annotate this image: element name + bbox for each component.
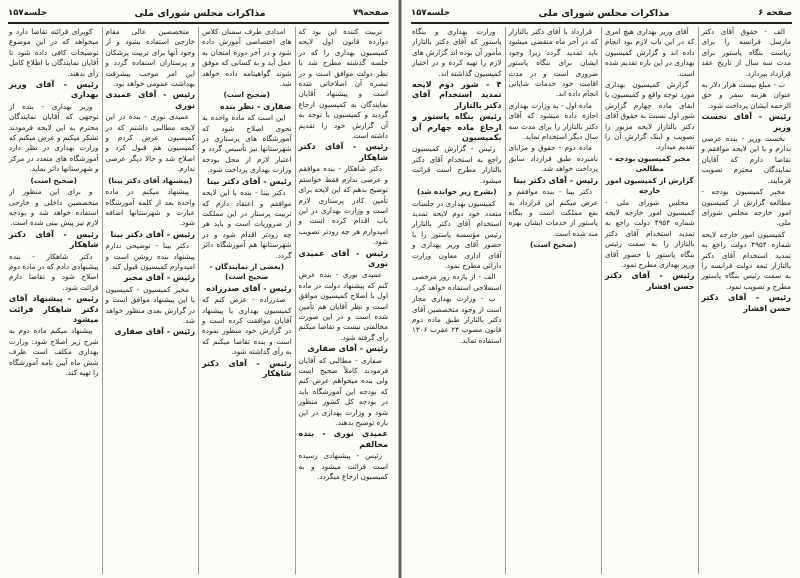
speaker-heading: رئیس - آقای عمیدی نوری [298,248,388,268]
paragraph: وزارت بهداری و بنگاه پاستور که آقای دکتر بالتازار مأمور آن بوده اند گزارش های لازم را تهیه کرده و در اختیار کمیسیون گذاشته اند. [412,27,502,78]
centered-note: (صحیح است) [530,240,577,250]
text-column [295,27,392,574]
paragraph: دکتر بینا - بنده موافقم و عرض میکنم این قرارداد به نفع مملکت است و بنگاه پاستور از خدمات ایشان بهره مند شده است. [508,187,598,238]
speaker-heading: رئیس - پیشنهاد آقای دکتر شاهکار قرائت میشود [9,294,99,324]
page-fold [398,0,402,578]
page-number: صفحه ۶ [758,8,792,18]
paragraph: دکتر بینا - بنده با این لایحه موافقم و اعتقاد دارم که تربیت پرستار در این مملکت از ضروریات است و باید هر چه زودتر اقدام شود و در شهرستانها هم آموزشگاه دائر گردد. [202,188,292,260]
paragraph: رئیس - پیشنهادی رسیده است قرائت میشود و به کمیسیون ارجاع میگردد. [298,451,388,482]
speaker-heading: رئیس - آقای دکتر حسن افشار [701,293,791,313]
speaker-heading: رئیس - آقای صفاری [307,344,388,354]
paragraph: عمیدی نوری - بنده در این لایحه مطالبی داشتم که در کمیسیون عرض کردم و کمیسیون هم قبول کرد و اصلاح شد و حالا دیگر عرضی ندارم. [105,112,195,174]
text-column [601,27,698,574]
paragraph: الف - از یازده روز مرخصی استعلاجی استفاده خواهد کرد. [412,272,502,292]
paragraph: دکتر شاهکار - بنده پیشنهادی دادم که در ماده دوم اصلاح شود و تقاضا دارم قرائت شود. [9,251,99,292]
page-header [8,6,389,20]
speaker-heading: رئیس - آقای دکتر حسن افشار [605,271,695,291]
paragraph: و برای این منظور از متخصصین داخلی و خارجی استفاده خواهد شد و بودجه لازم نیز پیش بینی شده است. [9,187,99,228]
speaker-heading: رئیس - آقای نخست وزیر [701,112,791,132]
text-column [698,27,795,574]
paragraph: ماده اول - به وزارت بهداری اجازه داده میشود که آقای دکتر بالتازار را برای مدت سه سال دیگر استخدام نماید. [508,100,598,142]
session-number: جلسه۱۵۷ [411,8,450,18]
speaker-heading: رئیس - آقای دکتر بینا [110,229,195,239]
centered-note: (صحیح است) [30,175,77,185]
text-columns [409,27,794,574]
right-page [403,0,800,578]
paragraph: قرارداد با آقای دکتر بالتازار که در آخر ماه منقضی میشود باید تمدید گردد زیرا وجود ایشان برای بنگاه پاستور ضروری است و در مدت اقامت خود خدمات شایانی انجام داده اند. [508,27,598,99]
paragraph: مجلس شورای ملی - کمیسیون امور خارجه لایحه شماره ۴۹۵۴ دولت راجع به تمدید استخدام آقای دکتر بالتازار را به سمت رئیس بنگاه پاستور با حضور آقای وزیر بهداری مطرح نمود. [605,197,695,269]
text-column [198,27,295,574]
paragraph: مخبر کمیسیون - کمیسیون با این پیشنهاد موافق است و در گزارش بعدی منظور خواهد شد. [105,284,195,325]
speaker-heading: رئیس - آقای صفاری [114,327,195,337]
centered-note: (بشرح زیر خوانده شد) [416,187,497,197]
paragraph: وزیر بهداری - بنده از توجهی که آقایان نمایندگان محترم به این لایحه فرمودند تشکر میکنم و عرض میکنم که وزارت بهداری در نظر دارد آموزشگاه های متعدد در مرکز و شهرستانها دائر نماید. [9,101,99,174]
centered-note: مخبر کمیسیون بودجه - مطالعی [609,153,691,174]
text-column [102,27,199,574]
paragraph: ب - وزارت بهداری مجاز است از وجود متخصصین آقای دکتر بالتازار طبق ماده دوم قانون مصوب ۲۴ عقرب ۱۳۰۶ استفاده نماید. [412,294,502,345]
page-title: مذاکرات مجلس شورای ملی [134,7,266,19]
paragraph: امدادی طرف سمنان کلاس های اختصاصی آموزش داده شود و در آخر دوره امتحان به عمل آید و به کسانی که موفق شوند گواهینامه داده خواهد شد. [202,27,292,89]
text-column [409,27,505,574]
paragraph: این است که ماده واحده به نحوی اصلاح شود که آموزشگاه های پرستاری در شهرستانها نیز تأسیس گردد و اعتبار لازم از محل بودجه وزارت بهداری پرداخت شود. [202,113,292,175]
paragraph: پیشنهاد میکنم ماده دوم به شرح زیر اصلاح شود: وزارت بهداری مکلف است ظرف شش ماه آیین نامه آموزشگاه را تهیه کند. [9,326,99,377]
centered-note: (بعضی از نمایندگان - صحیح است) [209,261,284,282]
page-number: صفحه۷۹ [352,8,389,18]
speaker-heading: صفاری - نظر بنده [220,101,292,111]
speaker-heading: رئیس - آقای مخبر [123,273,195,283]
paragraph: نخست وزیر - بنده عرضی ندارم و با این لایحه موافقم و تقاضا دارم که آقایان نمایندگان محترم تصویب فرمایند. [701,134,791,185]
speaker-heading: رئیس - آقای صدرزاده [206,283,292,293]
speaker-heading: رئیس - آقای دکتر بینا [513,175,598,185]
text-column [505,27,602,574]
speaker-heading: رئیس بنگاه پاستور و ارجاع ماده چهارم آن بکمیسیون [412,112,502,143]
paragraph: آقای وزیر بهداری هیچ امری که در این باب لازم بود انجام داده اند و گزارش کمیسیون بهداری در این باره تقدیم شده است. [605,27,695,78]
speaker-heading: رئیس - آقای دکتر شاهکار [202,358,292,378]
paragraph: الف - حقوق آقای دکتر مارسل فرانسه را برای ریاست بنگاه پاستور برای مدت سه سال از تاریخ عقد قرارداد بپردازد. [701,27,791,78]
paragraph: کوپرای قرائته تقاضا دارد و میخواهد که در این موضوع توضیحات کافی داده شود تا آقایان نمایندگان با اطلاع کامل رأی بدهند. [9,27,99,78]
speaker-heading: رئیس - آقای وزیر بهداری [9,80,99,100]
paragraph: صفاری - مطالبی که آقایان فرمودند کاملاً صحیح است ولی بنده میخواهم عرض کنم که بودجه این آموزشگاه باید در بودجه کل کشور منظور شود و وزارت بهداری در این باره توضیح بدهند. [298,355,388,428]
speaker-heading: رئیس - آقای دکتر بینا [207,176,292,186]
paragraph: ماده دوم - حقوق و مزایای نامبرده طبق قرارداد سابق پرداخت خواهد شد. [508,143,598,174]
session-number: جلسه۱۵۷ [8,8,47,18]
header-rule [411,22,792,24]
paragraph: گزارش کمیسیون بهداری مورد توجه واقع و کمیسیون با ابقای ماده چهارم گزارش شور اول نسبت به حقوق آقای دکتر بالتازار لایحه مزبور را تصویب و اینک گزارش آن را تقدیم میدارد. [605,80,695,152]
header-rule [8,22,389,24]
text-column [6,27,102,574]
speaker-heading: رئیس - آقای دکتر شاهکار [298,142,388,162]
paragraph: رئیس - گزارش کمیسیون راجع به استخدام آقای دکتر بالتازار مطرح است قرائت میشود. [412,144,502,185]
text-columns [6,27,391,574]
speaker-heading: رئیس - آقای دکتر شاهکار [9,229,99,250]
paragraph: کمیسیون بهداری در جلسات متعدد خود دوم لایحه تمدید استخدام آقای دکتر بالتازار رئیس مؤسسه پاستور را با حضور آقای وزیر بهداری و آقای اداری معاون وزارت دارائی مطرح نمود. [412,198,502,270]
centered-note: گزارش از کمیسیون امور خارجه [605,175,694,196]
left-page [0,0,397,578]
speaker-heading: رئیس - آقای عمیدی نوری [105,90,195,110]
paragraph: پیشنهاد میکنم در ماده واحده بعد از کلمه آموزشگاه عبارت و شهرستانها اضافه شود. [105,187,195,228]
speaker-heading: عمیدی نوری - بنده مخالفم [298,429,388,449]
paragraph: کمیسیون امور خارجه لایحه شماره ۴۹۵۴ دولت راجع به تمدید استخدام آقای دکتر بالتازار تبعه دولت فرانسه را به سمت رئیس بنگاه پاستور مطرح و تصویب نمود. [701,229,791,291]
page-title: مذاکرات مجلس شورای ملی [538,7,670,19]
paragraph: متخصصین عالی مقام خارجی استفاده بشود و از وجود آنها برای تربیت پزشکان و پرستاران استفاده گردد و این امر موجب پیشرفت بهداشت عمومی خواهد بود. [105,27,195,89]
paragraph: تربیت کننده این بود که دوازده قانون اول لایحه کمیسیون بهداری را که در جلسه گذشته مطرح شد با نظر دولت موافق است و در تبصره آن اصلاحاتی شده است و پیشنهاد آقایان نمایندگان به کمیسیون ارجاع گردید و کمیسیون با توجه به آن گزارش خود را تقدیم داشته است. [298,27,388,141]
paragraph: عمیدی نوری - بنده عرض کنم که پیشنهاد دولت در ماده اول با اصلاح کمیسیون موافق است و نظر آقایان هم تأمین شده است و در این صورت مخالفتی نیست و تقاضا میکنم رأی گرفته شود. [298,270,388,342]
paragraph: ب - مبلغ بیست هزار دلار به عنوان هزینه سفر و حق الزحمه ایشان پرداخت شود. [701,80,791,110]
paragraph: دکتر بینا - توضیحی ندارم پیشنهاد بنده روشن است و امیدوارم کمیسیون قبول کند. [105,241,195,271]
paragraph: مخبر کمیسیون بودجه - مطالعه گزارش از کمیسیون امور خارجه مجلس شورای ملی. [701,187,791,228]
paragraph: دکتر شاهکار - بنده موافقم و عرضی ندارم فقط خواستم توضیح بدهم که این لایحه برای تأمین کادر پرستاری لازم است و وزارت بهداری در این باب اقدام کرده است و امیدوارم هر چه زودتر تصویب شود. [298,164,388,247]
page-header [411,6,792,20]
speaker-heading: ۴ - شور دوم لایحه تمدید استخدام آقای دکتر بالتازار [412,80,502,110]
paragraph: صدرزاده - عرض کنم که کمیسیون بهداری با پیشنهاد آقایان موافقت کرده است و در گزارش خود منظور نموده است و بنده تقاضا میکنم که به رأی گذاشته شود. [202,295,292,357]
centered-note: (پیشنهاد آقای دکتر بینا) [108,175,193,185]
centered-note: (صحیح است) [223,90,270,100]
